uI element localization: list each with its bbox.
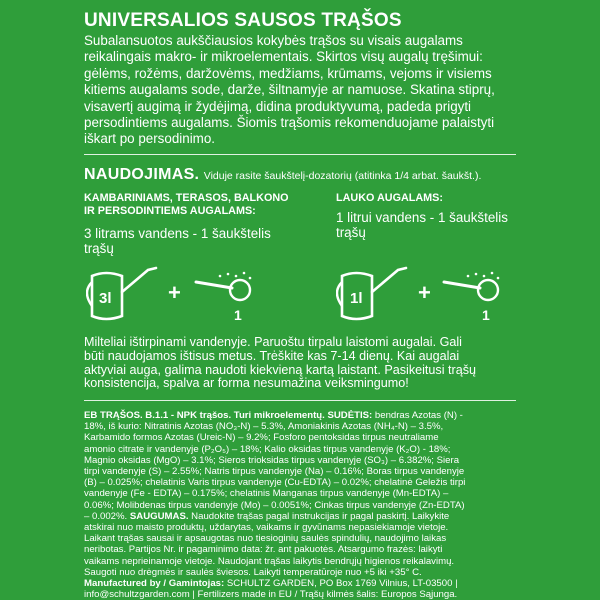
outdoor-dosage bbox=[336, 210, 508, 240]
watering-can-icon bbox=[86, 262, 162, 324]
description-line: persodintiems augalams. Šiomis trąšomis rekomenduojame palaistyti bbox=[84, 115, 495, 131]
product-description bbox=[84, 33, 514, 148]
indoor-dosage bbox=[84, 226, 271, 256]
indoor-plants-title bbox=[84, 192, 289, 218]
composition-text: – 0.002%. bbox=[84, 510, 128, 522]
usage-instructions bbox=[84, 336, 520, 391]
manufacturer-label: Manufactured by / Gamintojas: bbox=[84, 578, 225, 590]
left-spoon-label: 1 bbox=[234, 307, 242, 322]
instruction-line: būti naudojamos ištisus metus. Trėškite kas 7-14 dienų. Kai augalai bbox=[84, 348, 460, 363]
outdoor-dosage-line: trąšų bbox=[336, 225, 366, 240]
instruction-line: Milteliai ištirpinami vandenyje. Paruoštu tirpalu laistomi augalai. Gali bbox=[84, 335, 462, 349]
composition-line: Karbamido formos Azotas (Ureic-N) – 9.2%; Fosforo pentoksidas tirpus neutraliame bbox=[84, 432, 439, 444]
left-can-label: 3l bbox=[99, 290, 112, 307]
composition-line: amonio citrate ir vandenyje (P₂O₅) – 18%; Kalio oksidas tirpus vandenyje (K₂O) - 18%; bbox=[84, 443, 451, 455]
outdoor-plants-title: LAUKO AUGALAMS: bbox=[336, 192, 443, 204]
safety-line: Saugoti nuo drėgmės ir saulės šviesos. Laikyti temperatūroje nuo +5 iki +35° C. bbox=[84, 566, 422, 578]
description-line: iškart po persodinimo. bbox=[84, 131, 215, 147]
right-spoon-label: 1 bbox=[482, 307, 490, 322]
composition-line bbox=[84, 410, 520, 421]
technical-composition bbox=[84, 410, 520, 600]
plus-sign: + bbox=[168, 280, 181, 305]
measuring-spoon-icon bbox=[192, 270, 272, 322]
right-can-label: 1l bbox=[350, 290, 363, 307]
composition-line: vandenyje (Fe - EDTA) – 0.175%; chelatinis Manganas tirpus vandenyje (Mn-EDTA) – bbox=[84, 488, 449, 500]
composition-line: (B) – 0.025%; chelatinis Varis tirpus vandenyje (Cu-EDTA) – 0.02%; chelatinė Geležis tirpi bbox=[84, 477, 466, 489]
safety-line: Laikant trąšas sausai ir apsaugotas nuo tiesioginių saulės spindulių, naudojimo laikas bbox=[84, 533, 447, 545]
usage-heading bbox=[84, 166, 524, 184]
composition-line: 0.06%; Molibdenas tirpus vandenyje (Mo) – 0.0051%; Cinkas tirpus vandenyje (Zn-EDTA) bbox=[84, 499, 465, 511]
instruction-line: aktyviai auga, galima naudoti kiekvieną kartą laistant. Pasikeitusi trąšų bbox=[84, 362, 477, 377]
safety-label: SAUGUMAS. bbox=[127, 510, 189, 522]
outdoor-dosage-line: 1 litrui vandens - 1 šaukštelis bbox=[336, 210, 508, 225]
composition-line bbox=[84, 511, 520, 522]
description-line: gėlėms, rožėms, daržovėms, medžiams, krūmams, vejoms ir visiems bbox=[84, 65, 492, 81]
safety-text: Naudokite trąšas pagal instrukcijas ir pagal paskirtį. Laikykite bbox=[188, 510, 450, 522]
instruction-line: konsistencija, spalva ar forma nesumažina veiksmingumo! bbox=[84, 376, 409, 391]
manufacturer-text: SCHULTZ GARDEN, PO Box 1769 Vilnius, LT-03500 | bbox=[224, 578, 458, 590]
indoor-dosage-line: trąšų bbox=[84, 241, 114, 256]
composition-line: Magnio oksidas (MgO) – 3.1%; Sieros trioksidas tirpus vandenyje (SO₃) – 6.382%; Siera bbox=[84, 454, 460, 466]
contact-line: info@schultzgarden.com | Fertilizers made in EU / Trąšų kilmės šalis: Europos Sąjunga. bbox=[84, 589, 458, 600]
safety-line: neribotas. Partijos Nr. ir pagaminimo data: žr. ant pakuotės. Atsargumo frazės: laikyti bbox=[84, 544, 443, 556]
indoor-dosage-line: 3 litrams vandens - 1 šaukštelis bbox=[84, 226, 271, 241]
safety-line: vaikams neprieinamoje vietoje. Naudojant trąšas laikytis bendrųjų higienos reikalavimų. bbox=[84, 555, 455, 567]
manufacturer-line bbox=[84, 578, 520, 589]
measuring-spoon-icon bbox=[440, 270, 520, 322]
composition-text: bendras Azotas (N) - bbox=[372, 410, 463, 421]
plus-sign: + bbox=[418, 280, 431, 305]
divider bbox=[84, 400, 516, 401]
usage-note: Viduje rasite šaukštelį-dozatorių (atitinka 1/4 arbat. šaukšt.). bbox=[203, 170, 482, 182]
composition-line: tirpi vandenyje (S) – 2.55%; Natris tirpus vandenyje (Na) – 0.16%; Boras tirpus vandenyje bbox=[84, 466, 465, 478]
divider bbox=[84, 154, 516, 155]
description-line: visavertį augimą ir žydėjimą, didina produktyvumą, padeda prigyti bbox=[84, 98, 472, 114]
description-line: reikalingais makro- ir mikroelementais. Skirtos visų augalų tręšimui: bbox=[84, 49, 483, 65]
product-title: UNIVERSALIOS SAUSOS TRĄŠOS bbox=[84, 10, 402, 31]
indoor-title-line: KAMBARINIAMS, TERASOS, BALKONO bbox=[84, 192, 289, 204]
safety-line: atskirai nuo maisto produktų, uždarytas, vaikams ir gyvūnams nepasiekiamoje vietoje. bbox=[84, 522, 449, 534]
composition-line: 18%, iš kurio: Nitratinis Azotas (NO₃-N) – 5.3%, Amoniakinis Azotas (NH₄-N) – 3.5%, bbox=[84, 421, 444, 433]
description-line: kitiems augalams sode, darže, šiltnamyje ar namuose. Skatina stiprų, bbox=[84, 82, 495, 98]
watering-can-icon bbox=[336, 262, 412, 324]
description-line: Subalansuotos aukščiausios kokybės trąšos su visais augalams bbox=[84, 33, 463, 48]
usage-title: NAUDOJIMAS. bbox=[84, 166, 200, 183]
fertilizer-type-label: EB TRĄŠOS. B.1.1 - NPK trąšos. Turi mikroelementų. SUDĖTIS: bbox=[84, 410, 373, 421]
indoor-title-line: IR PERSODINTIEMS AUGALAMS: bbox=[84, 205, 256, 217]
